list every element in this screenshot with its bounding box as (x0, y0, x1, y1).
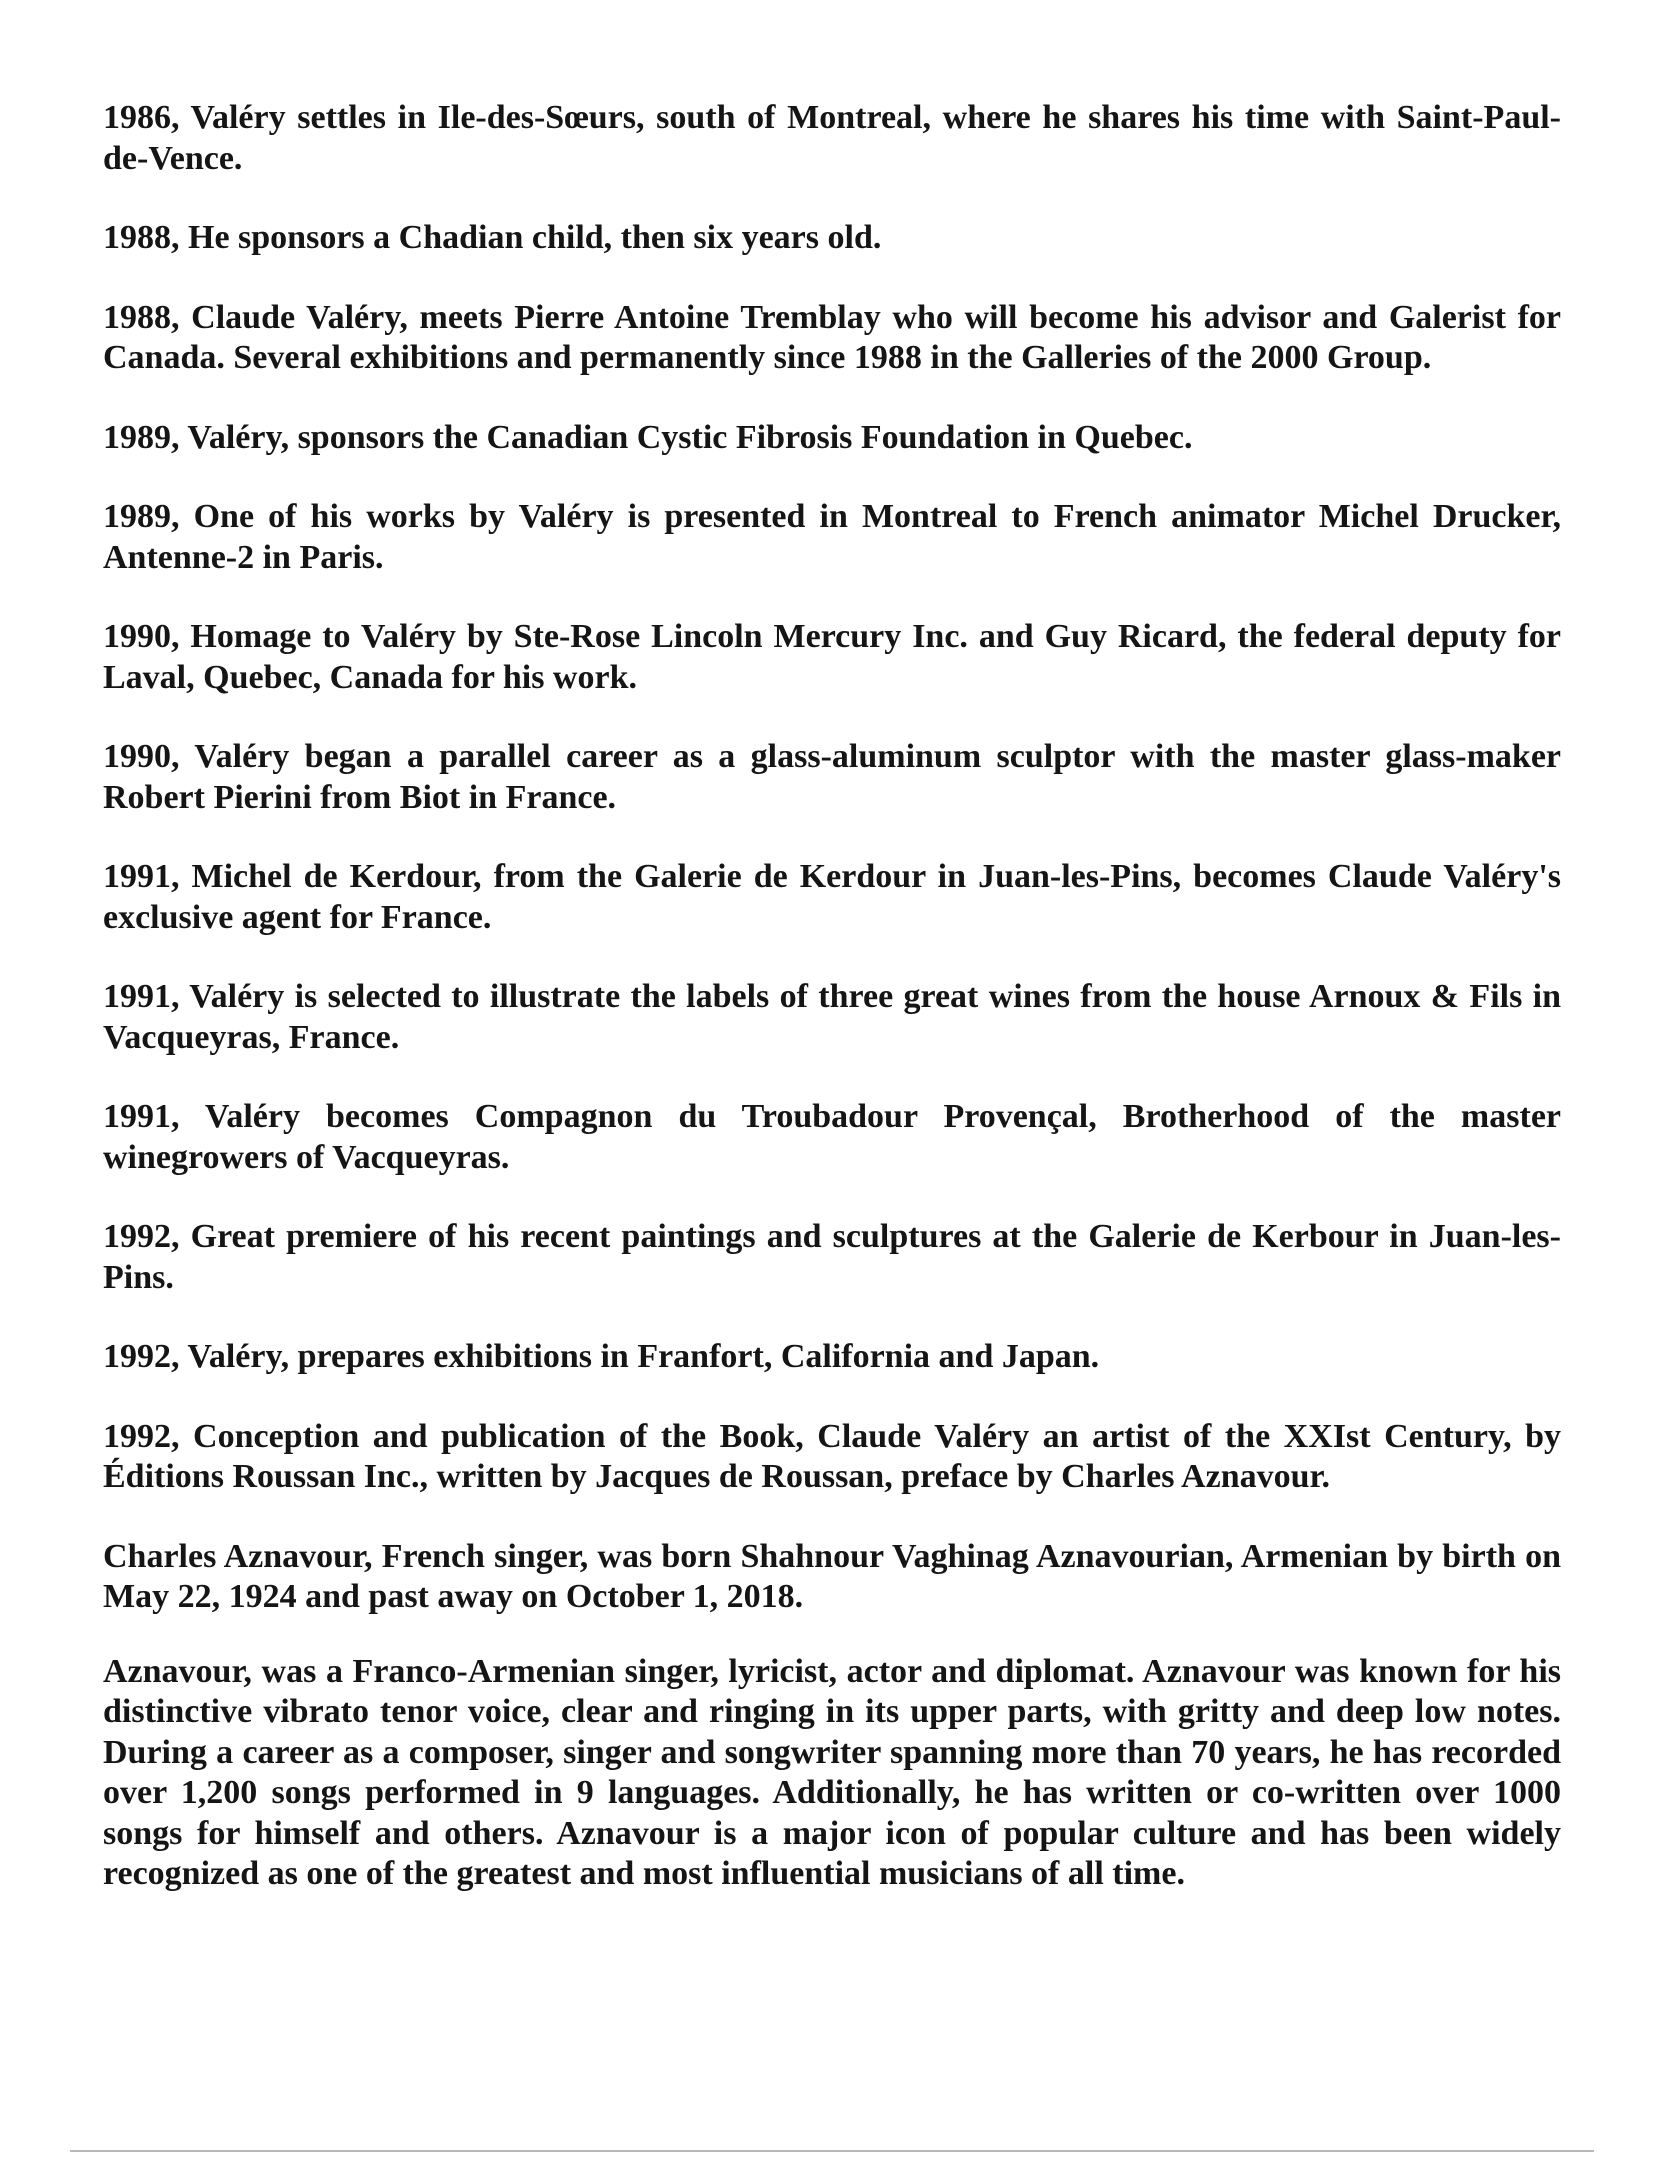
paragraph-aznavour-birth: Charles Aznavour, French singer, was born Shahnour Vaghinag Aznavourian, Armenian by birth on May 22, 1924 and past away on October 1, 2018. (103, 1537, 1561, 1615)
paragraph-1991-kerdour-agent: 1991, Michel de Kerdour, from the Galerie de Kerdour in Juan-les-Pins, becomes Claude Valéry's exclusive agent for France. (103, 858, 1561, 936)
paragraph-1988-sponsor-child: 1988, He sponsors a Chadian child, then six years old. (103, 219, 882, 256)
paragraph-1991-troubadour: 1991, Valéry becomes Compagnon du Troubadour Provençal, Brotherhood of the master winegrowers of Vacqueyras. (103, 1098, 1561, 1176)
paragraph-1989-cystic-fibrosis: 1989, Valéry, sponsors the Canadian Cystic Fibrosis Foundation in Quebec. (103, 418, 1193, 456)
document-page (103, 98, 1561, 1934)
paragraph-1990-glass-sculptor: 1990, Valéry began a parallel career as a glass-aluminum sculptor with the master glass-maker Robert Pierini from Biot in France. (103, 738, 1561, 816)
paragraph-1990-homage: 1990, Homage to Valéry by Ste-Rose Lincoln Mercury Inc. and Guy Ricard, the federal deputy for Laval, Quebec, Canada for his work. (103, 618, 1561, 696)
paragraph-1992-premiere: 1992, Great premiere of his recent paintings and sculptures at the Galerie de Kerbour in Juan-les-Pins. (103, 1218, 1561, 1296)
paragraph-1991-wine-labels: 1991, Valéry is selected to illustrate the labels of three great wines from the house Arnoux & Fils in Vacqueyras, France. (103, 978, 1561, 1056)
bottom-divider (70, 2150, 1594, 2152)
paragraph-1992-exhibitions: 1992, Valéry, prepares exhibitions in Franfort, California and Japan. (103, 1338, 1100, 1375)
paragraph-1989-drucker: 1989, One of his works by Valéry is presented in Montreal to French animator Michel Drucker, Antenne-2 in Paris. (103, 498, 1561, 576)
paragraph-1986-ile-des-soeurs: 1986, Valéry settles in Ile-des-Sœurs, south of Montreal, where he shares his time with Saint-Paul-de-Vence. (103, 99, 1561, 177)
paragraph-1988-tremblay: 1988, Claude Valéry, meets Pierre Antoine Tremblay who will become his advisor and Galerist for Canada. Several exhibitions and permanently since 1988 in the Galleries of the 2000 Group. (103, 298, 1561, 376)
paragraph-1992-book: 1992, Conception and publication of the Book, Claude Valéry an artist of the XXIst Century, by Éditions Roussan Inc., written by Jacques de Roussan, preface by Charles Aznavour. (103, 1417, 1561, 1495)
paragraph-aznavour-bio: Aznavour, was a Franco-Armenian singer, lyricist, actor and diplomat. Aznavour was known for his distinctive vibrato tenor voice, clear and ringing in its upper parts, with gritty and deep low notes. During a career as a composer, singer and songwriter spanning more than 70 years, he has recorded over 1,200 songs performed in 9 languages. Additionally, he has written or co-written over 1000 songs for himself and others. Aznavour is a major icon of popular culture and has been widely recognized as one of the greatest and most influential musicians of all time. (103, 1652, 1561, 1892)
